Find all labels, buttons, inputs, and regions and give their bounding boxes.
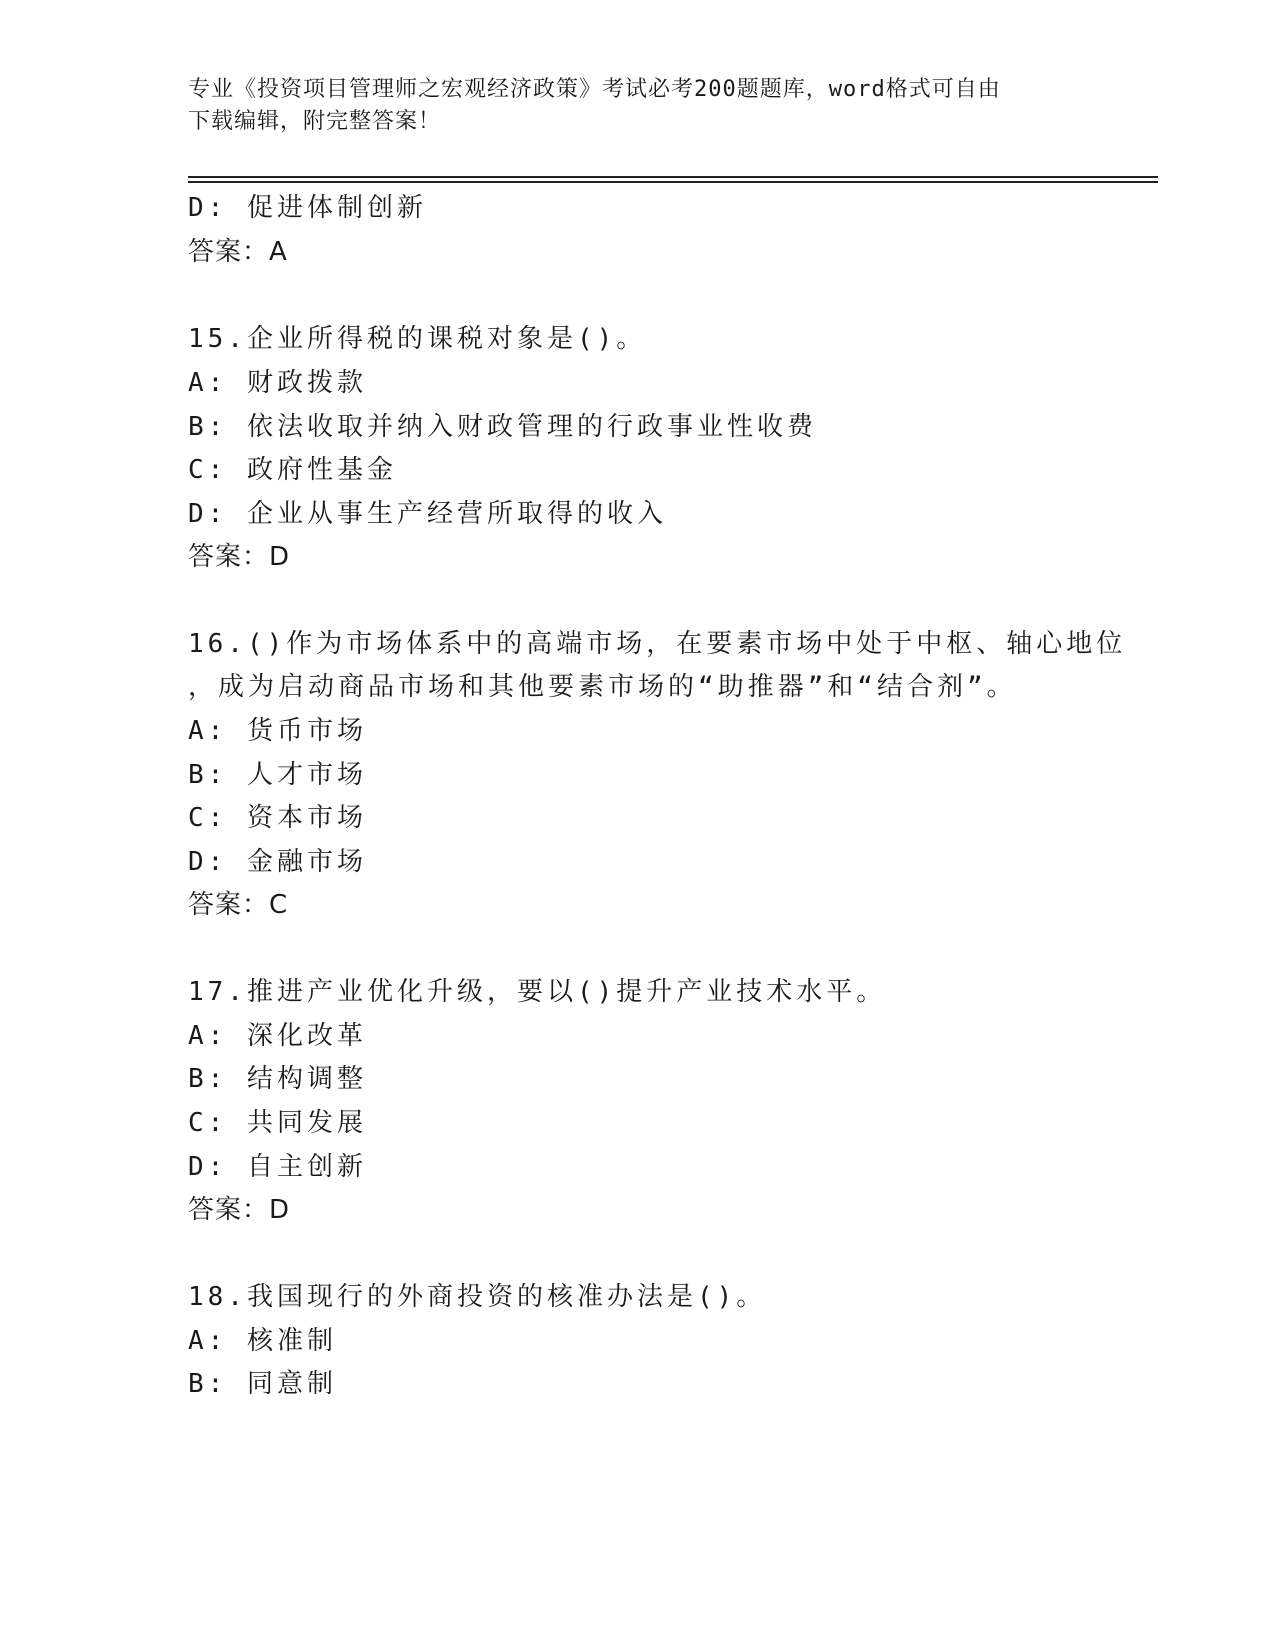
q16-option-d: D: 金融市场 — [188, 847, 367, 877]
q16-answer: 答案：C — [188, 890, 289, 920]
q18-option-a: A: 核准制 — [188, 1326, 337, 1356]
q16-stem-line-2: ，成为启动商品市场和其他要素市场的“助推器”和“结合剂”。 — [188, 672, 1017, 702]
q15-option-b: B: 依法收取并纳入财政管理的行政事业性收费 — [188, 412, 817, 442]
q16-option-b: B: 人才市场 — [188, 760, 367, 790]
q17-option-b: B: 结构调整 — [188, 1064, 367, 1094]
header-line-2: 下载编辑，附完整答案！ — [188, 109, 442, 134]
q17-option-a: A: 深化改革 — [188, 1021, 367, 1051]
header-divider-top — [188, 176, 1158, 178]
q16-option-a: A: 货币市场 — [188, 716, 367, 746]
q18-stem: 18.我国现行的外商投资的核准办法是()。 — [188, 1282, 767, 1312]
q17-option-c: C: 共同发展 — [188, 1108, 367, 1138]
q17-stem: 17.推进产业优化升级，要以()提升产业技术水平。 — [188, 977, 887, 1007]
q15-answer: 答案：D — [188, 542, 291, 572]
q15-stem: 15.企业所得税的课税对象是()。 — [188, 324, 647, 354]
q17-option-d: D: 自主创新 — [188, 1152, 367, 1182]
prev-option-d: D: 促进体制创新 — [188, 193, 427, 223]
q15-option-d: D: 企业从事生产经营所取得的收入 — [188, 499, 667, 529]
q18-option-b: B: 同意制 — [188, 1369, 337, 1399]
q16-option-c: C: 资本市场 — [188, 803, 367, 833]
q15-option-c: C: 政府性基金 — [188, 455, 397, 485]
prev-answer: 答案：A — [188, 237, 288, 267]
document-header — [188, 74, 1088, 138]
header-divider-bottom — [188, 181, 1158, 183]
q15-option-a: A: 财政拨款 — [188, 368, 367, 398]
q16-stem-line-1: 16.()作为市场体系中的高端市场，在要素市场中处于中枢、轴心地位 — [188, 629, 1127, 659]
header-line-1: 专业《投资项目管理师之宏观经济政策》考试必考200题题库，word格式可自由 — [188, 77, 1001, 102]
q17-answer: 答案：D — [188, 1195, 291, 1225]
